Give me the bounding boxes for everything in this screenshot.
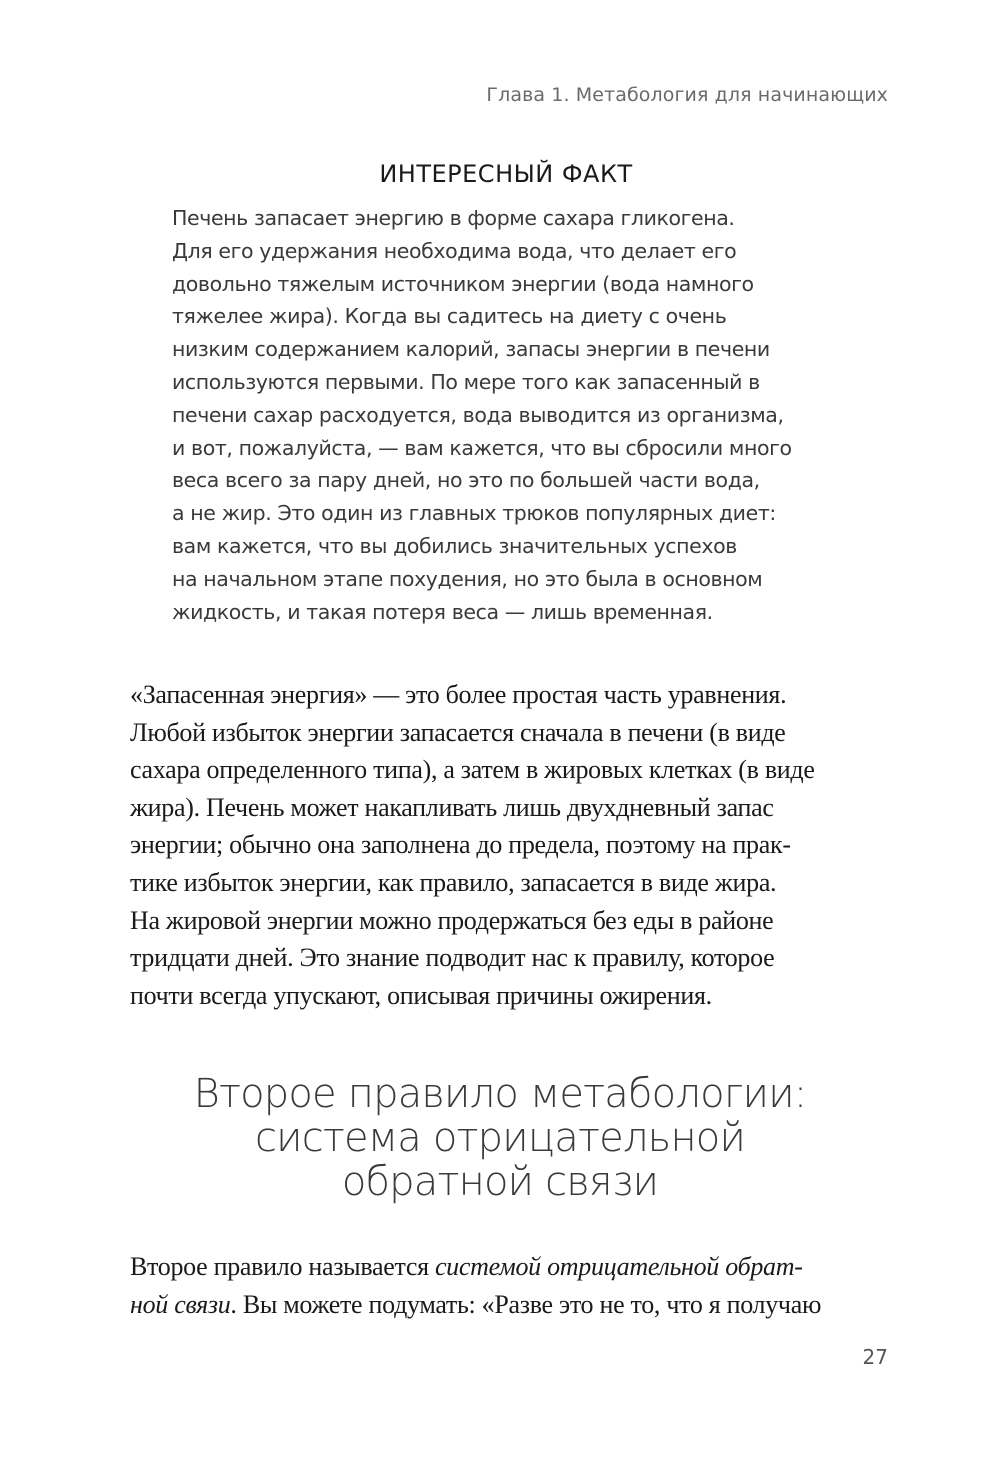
running-head: Глава 1. Метабология для начинающих [486,84,888,106]
plain-text: . Вы можете подумать: «Разве это не то, что я получаю [230,1289,822,1319]
fact-line: вам кажется, что вы добились значительных успехов [172,533,737,558]
page-number: 27 [862,1345,888,1369]
paragraph-line: На жировой энергии можно продержаться без еды в районе [130,905,774,935]
section-heading-line: обратной связи [341,1159,659,1205]
paragraph-line: Любой избыток энергии запасается сначала в печени (в виде [130,717,786,747]
italic-term: ной связи [130,1289,231,1319]
paragraph-line [130,1248,870,1286]
paragraph-line: энергии; обычно она заполнена до предела, поэтому на прак- [130,830,791,860]
interesting-fact-box [172,160,822,628]
section-heading-line: система отрицательной [254,1115,746,1161]
body-paragraph-2 [130,1248,870,1323]
section-heading [130,1072,870,1204]
italic-term: системой отрицательной обрат- [434,1252,803,1281]
fact-line: а не жир. Это один из главных трюков популярных диет: [172,501,776,526]
paragraph-line: «Запасенная энергия» — это более простая часть уравнения. [130,680,787,709]
fact-line: Печень запасает энергию в форме сахара гликогена. [172,206,735,230]
paragraph-line: сахара определенного типа), а затем в жировых клетках (в виде [130,755,815,785]
fact-title: ИНТЕРЕСНЫЙ ФАКТ [379,160,633,188]
fact-line: низким содержанием калорий, запасы энергии в печени [172,337,770,362]
paragraph-line: почти всегда упускают, описывая причины ожирения. [130,980,712,1010]
fact-line: используются первыми. По мере того как запасенный в [172,369,760,394]
plain-text: Второе правило называется [130,1252,435,1281]
fact-line: тяжелее жира). Когда вы садитесь на диету с очень [172,304,727,329]
fact-line: довольно тяжелым источником энергии (вода намного [172,271,754,296]
fact-line: на начальном этапе похудения, но это была в основном [172,566,763,591]
section-heading-line: Второе правило метабологии: [193,1071,807,1117]
body-paragraph-1 [130,676,870,1014]
paragraph-line: тике избыток энергии, как правило, запасается в виде жира. [130,867,777,897]
fact-line: печени сахар расходуется, вода выводится из организма, [172,402,784,427]
paragraph-line: жира). Печень может накапливать лишь двухдневный запас [130,792,774,822]
fact-line: веса всего за пару дней, но это по большей части вода, [172,468,760,493]
paragraph-line: тридцати дней. Это знание подводит нас к правилу, которое [130,943,775,973]
fact-line: и вот, пожалуйста, — вам кажется, что вы сбросили много [172,435,792,460]
paragraph-line [130,1286,870,1324]
fact-line: Для его удержания необходима вода, что делает его [172,238,737,263]
fact-text [172,202,822,628]
fact-line: жидкость, и такая потеря веса — лишь временная. [172,599,713,624]
